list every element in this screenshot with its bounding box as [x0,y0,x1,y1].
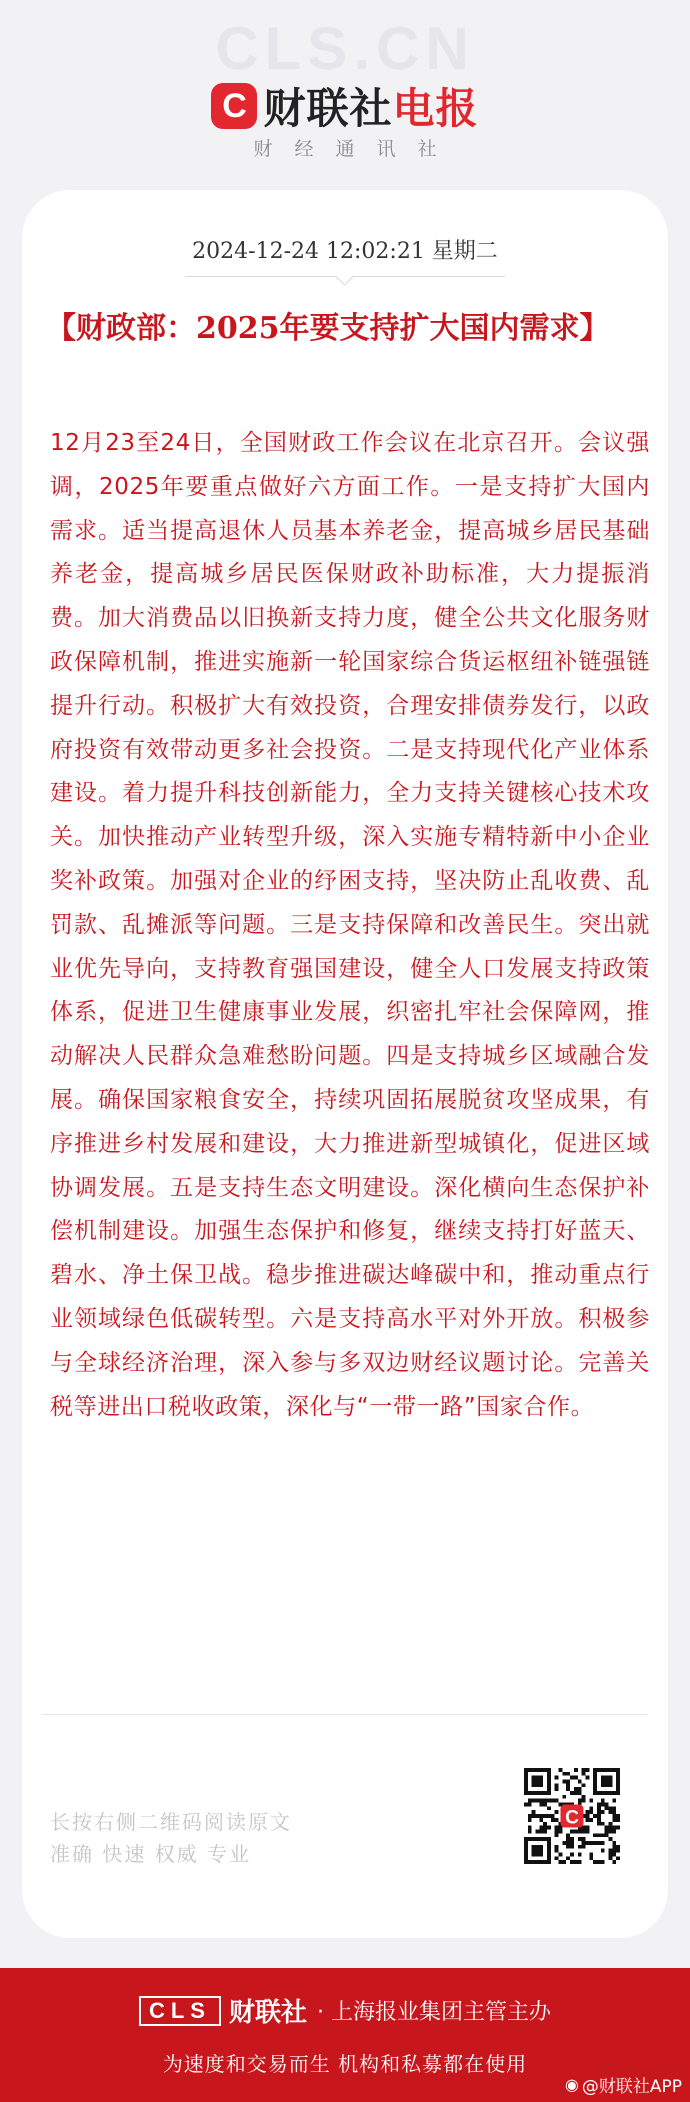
weibo-icon: ◉ [564,2075,579,2094]
footer-org: · 上海报业集团主管主办 [317,2000,551,2025]
brand-name-red: 电报 [392,84,479,133]
article-title: 【财政部：2025年要支持扩大国内需求】 [46,311,610,346]
cls-logo: CLS [139,1996,221,2026]
datetime-notch [335,267,353,285]
brand-name-black: 财联社 [263,84,393,133]
brand-logo [0,76,690,136]
footer-slogan: 为速度和交易而生 机构和私募都在使用 [162,2052,528,2076]
watermark-text: CLS.CN [215,15,475,82]
brand-name [263,76,478,136]
footer-brand-row [0,1992,690,2029]
logo-c-icon: C [211,83,257,129]
qr-center-logo: C [565,1807,579,1829]
article-card [22,190,668,1938]
qr-hint: 长按右侧二维码阅读原文 [50,1810,292,1834]
article-datetime: 2024-12-24 12:02:21 星期二 [192,239,498,264]
section-divider [42,1714,648,1715]
footer-banner [0,1968,690,2102]
article-body: 12月23至24日，全国财政工作会议在北京召开。会议强调，2025年要重点做好六方面工作。一是支持扩大国内需求。适当提高退休人员基本养老金，提高城乡居民基础养老金，提高城乡居民医保财政补助标准，大力提振消费。加大消费品以旧换新支持力度，健全公共文化服务财政保障机制，推进实施新一轮国家综合货运枢纽补链强链提升行动。积极扩大有效投资，合理安排债券发行，以政府投资有效带动更多社会投资。二是支持现代化产业体系建设。着力提升科技创新能力，全力支持关键核心技术攻关。加快推动产业转型升级，深入实施专精特新中小企业奖补政策。加强对企业的纾困支持，坚决防止乱收费、乱罚款、乱摊派等问题。三是支持保障和改善民生。突出就业优先导向，支持教育强国建设，健全人口发展支持政策体系，促进卫生健康事业发展，织密扎牢社会保障网，推动解决人民群众急难愁盼问题。四是支持城乡区域融合发展。确保国家粮食安全，持续巩固拓展脱贫攻坚成果，有序推进乡村发展和建设，大力推进新型城镇化，促进区域协调发展。五是支持生态文明建设。深化横向生态保护补偿机制建设。加强生态保护和修复，继续支持打好蓝天、碧水、净土保卫战。稳步推进碳达峰碳中和，推动重点行业领域绿色低碳转型。六是支持高水平对外开放。积极参与全球经济治理，深入参与多双边财经议题讨论。完善关税等进出口税收政策，深化与“一带一路”国家合作。 [50,430,650,1420]
header [0,0,690,185]
qr-code-icon[interactable] [524,1768,620,1864]
weibo-handle [565,2072,682,2097]
qr-slogan: 准确 快速 权威 专业 [50,1842,252,1866]
weibo-text: @财联社APP [581,2077,682,2097]
tagline: 财经通讯社 [253,138,459,160]
footer-brand: 财联社 [228,1998,307,2028]
